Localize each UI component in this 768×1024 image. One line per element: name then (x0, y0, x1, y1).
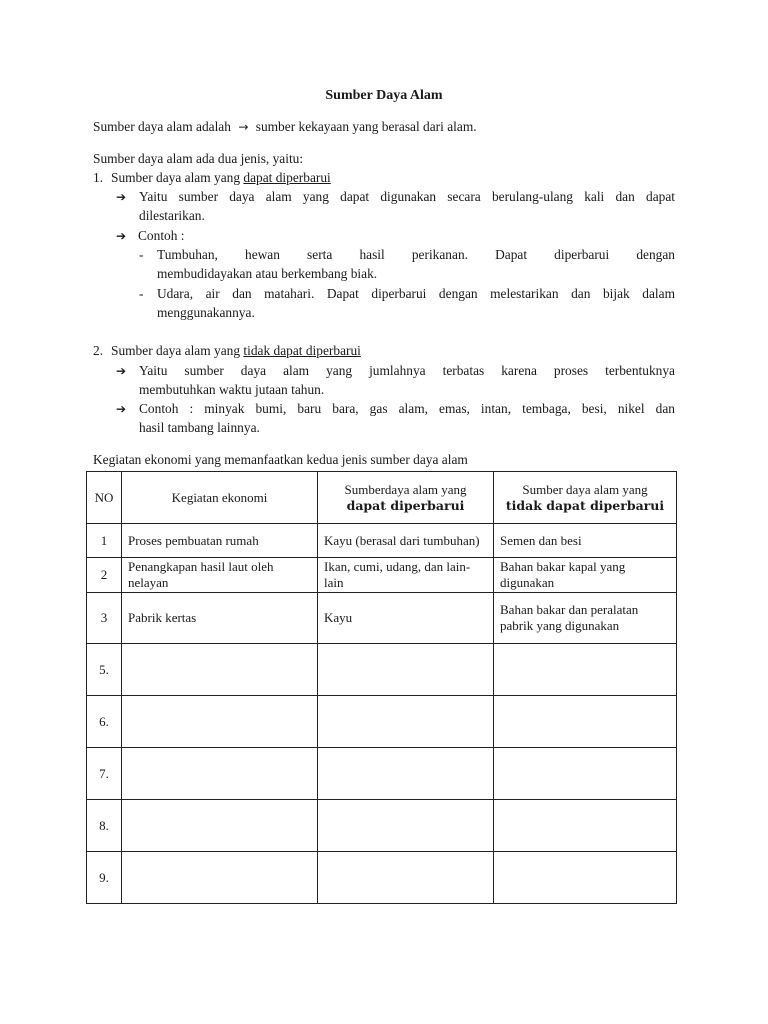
cell-nonrenewable[interactable] (494, 800, 677, 852)
cell-kegiatan: Penangkapan hasil laut oleh nelayan (122, 558, 318, 593)
cell-nonrenewable: Bahan bakar kapal yang digunakan (494, 558, 677, 593)
section-number: 1. (93, 170, 104, 185)
cell-kegiatan[interactable] (122, 644, 318, 696)
intro-text: Sumber daya alam ada dua jenis, yaitu: (93, 151, 304, 166)
cell-no: 3 (87, 593, 122, 644)
cell-renewable[interactable] (318, 748, 494, 800)
table-row (87, 696, 677, 748)
cell-nonrenewable[interactable] (494, 748, 677, 800)
cell-nonrenewable[interactable] (494, 696, 677, 748)
header-renewable-line-2: dapat diperbarui (346, 497, 465, 513)
header-renewable-line-1: Sumberdaya alam yang (344, 481, 467, 497)
definition-text: sumber kekayaan yang berasal dari alam. (255, 119, 477, 134)
cell-nonrenewable: Bahan bakar dan peralatan pabrik yang digunakan (494, 593, 677, 644)
table-row (87, 748, 677, 800)
table-row (87, 593, 677, 644)
cell-kegiatan[interactable] (122, 748, 318, 800)
cell-kegiatan: Proses pembuatan rumah (122, 524, 318, 558)
section-1-dash-2-line-2: menggunakannya. (157, 305, 255, 320)
header-kegiatan: Kegiatan ekonomi (122, 472, 318, 524)
table-row (87, 558, 677, 593)
header-nonrenewable-line-1: Sumber daya alam yang (522, 481, 648, 497)
cell-nonrenewable: Semen dan besi (494, 524, 677, 558)
header-no: NO (87, 472, 122, 524)
cell-renewable: Ikan, cumi, udang, dan lain- lain (318, 558, 494, 593)
cell-no: 1 (87, 524, 122, 558)
section-1-dash-1-line-2: membudidayakan atau berkembang biak. (157, 266, 378, 281)
cell-nonrenewable[interactable] (494, 852, 677, 904)
section-number: 2. (93, 343, 104, 358)
section-1-dash-2-line-1: Udara, air dan matahari. Dapat diperbarui dengan melestarikan dan bijak dalam (157, 286, 675, 301)
header-nonrenewable-line-2: tidak dapat diperbarui (505, 497, 665, 513)
cell-no: 6. (87, 696, 122, 748)
economic-activities-table (86, 471, 677, 904)
section-1-bullet-1-line-2: dilestarikan. (139, 208, 205, 223)
cell-no: 2 (87, 558, 122, 593)
header-nonrenewable (494, 472, 677, 524)
cell-kegiatan[interactable] (122, 696, 318, 748)
dash-icon: - (139, 247, 144, 262)
arrow-right-icon: → (238, 120, 249, 134)
table-row (87, 800, 677, 852)
table-row (87, 524, 677, 558)
cell-renewable[interactable] (318, 800, 494, 852)
arrow-bullet-icon: ➔ (116, 229, 127, 243)
table-header-row (87, 472, 677, 524)
table-row (87, 644, 677, 696)
definition-prefix: Sumber daya alam adalah (93, 119, 231, 134)
cell-kegiatan[interactable] (122, 800, 318, 852)
table-row (87, 852, 677, 904)
cell-kegiatan: Pabrik kertas (122, 593, 318, 644)
section-2-bullet-1-line-2: membutuhkan waktu jutaan tahun. (139, 382, 325, 397)
section-1-heading (93, 170, 331, 186)
cell-no: 5. (87, 644, 122, 696)
cell-kegiatan[interactable] (122, 852, 318, 904)
section-1-dash-1-line-1: Tumbuhan, hewan serta hasil perikanan. Dapat diperbarui dengan (157, 247, 675, 262)
section-heading-underlined: dapat diperbarui (243, 170, 331, 185)
section-1-bullet-2 (116, 228, 185, 244)
arrow-bullet-icon: ➔ (116, 364, 127, 378)
cell-no: 7. (87, 748, 122, 800)
arrow-bullet-icon: ➔ (116, 402, 127, 416)
section-2-heading (93, 343, 361, 359)
cell-renewable[interactable] (318, 644, 494, 696)
section-2-bullet-2-line-2: hasil tambang lainnya. (139, 420, 260, 435)
cell-renewable[interactable] (318, 696, 494, 748)
cell-renewable: Kayu (berasal dari tumbuhan) (318, 524, 494, 558)
cell-no: 8. (87, 800, 122, 852)
section-2-bullet-2-line-1: Contoh : minyak bumi, baru bara, gas alam, emas, intan, tembaga, besi, nikel dan (139, 401, 675, 416)
cell-renewable: Kayu (318, 593, 494, 644)
section-heading-underlined: tidak dapat diperbarui (243, 343, 361, 358)
arrow-bullet-icon: ➔ (116, 190, 127, 204)
section-1-bullet-1 (116, 189, 138, 205)
cell-no: 9. (87, 852, 122, 904)
section-heading-prefix: Sumber daya alam yang (111, 170, 244, 185)
dash-icon: - (139, 286, 144, 301)
table-caption: Kegiatan ekonomi yang memanfaatkan kedua jenis sumber daya alam (93, 452, 468, 467)
definition-line (93, 119, 477, 135)
section-2-bullet-1-line-1: Yaitu sumber daya alam yang jumlahnya terbatas karena proses terbentuknya (139, 363, 675, 378)
cell-renewable[interactable] (318, 852, 494, 904)
page-title: Sumber Daya Alam (325, 88, 443, 103)
section-1-bullet-1-line-1: Yaitu sumber daya alam yang dapat digunakan secara berulang-ulang kali dan dapat (139, 189, 675, 204)
bullet-text: Contoh : (138, 228, 185, 243)
header-renewable (318, 472, 494, 524)
section-heading-prefix: Sumber daya alam yang (111, 343, 244, 358)
cell-nonrenewable[interactable] (494, 644, 677, 696)
